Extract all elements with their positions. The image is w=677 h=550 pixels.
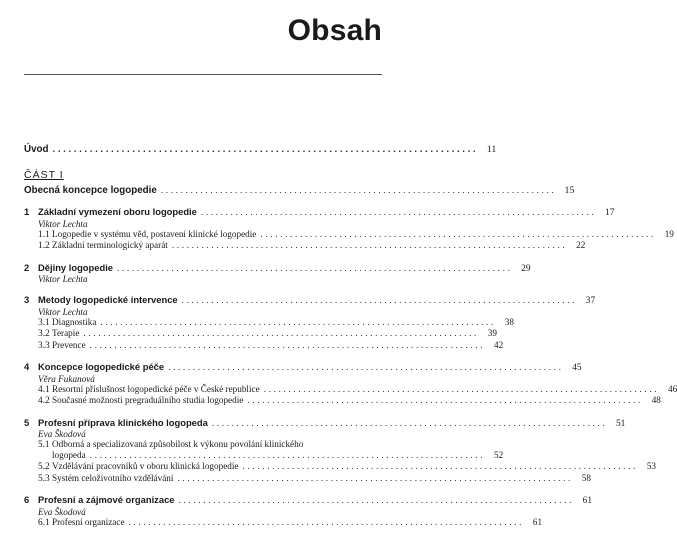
dot-leader: ................................................................................ [263, 384, 660, 395]
section-number: 6.1 [38, 517, 50, 528]
toc-entry-chapter[interactable] [24, 361, 582, 374]
toc-entry-chapter[interactable] [24, 206, 615, 219]
title-rule [24, 74, 382, 75]
section-title: Terapie [52, 328, 80, 338]
section-title: Profesní organizace [52, 516, 125, 527]
section-page: 22 [576, 240, 586, 250]
dot-leader: ................................................................................ [160, 185, 557, 196]
toc-entry-section[interactable] [24, 240, 586, 252]
section-title: Logopedie v systému věd, postavení klinické logopedie [52, 228, 257, 239]
chapter-number: 2 [24, 261, 30, 273]
toc-entry-intro[interactable] [24, 144, 497, 156]
chapter-page: 17 [605, 208, 615, 218]
toc-entry-section[interactable] [24, 461, 656, 473]
section-page: 42 [493, 339, 504, 350]
dot-leader: ................................................................................ [177, 473, 573, 484]
section-number: 3.3 [38, 340, 50, 351]
page-title: Obsah [287, 14, 382, 47]
chapter-author: Eva Škodová [38, 429, 86, 439]
chapter-title: Dějiny logopedie [38, 261, 114, 273]
toc-entry-part[interactable] [24, 184, 575, 197]
toc-entry-label: Úvod [24, 144, 49, 155]
toc-entry-section[interactable] [24, 339, 504, 352]
section-title: Diagnostika [52, 316, 97, 327]
dot-leader: ................................................................................ [247, 396, 643, 406]
chapter-page: 61 [582, 496, 593, 506]
section-number: 4.1 [38, 384, 50, 395]
table-of-contents [24, 144, 677, 528]
toc-entry-chapter[interactable] [24, 416, 626, 430]
toc-entry-section[interactable] [24, 472, 591, 485]
dot-leader: ................................................................................ [242, 462, 638, 472]
dot-leader: ................................................................................ [100, 317, 496, 328]
toc-entry-section[interactable] [24, 316, 514, 329]
section-title: Resortní příslušnost logopedické péče v České republice [52, 383, 260, 394]
chapter-list [24, 206, 677, 528]
dot-leader: ................................................................................ [83, 329, 479, 339]
chapter-author: Viktor Lechta [38, 306, 88, 317]
chapter-author: Viktor Lechta [38, 274, 88, 284]
chapter-title: Koncepce logopedické péče [38, 361, 165, 372]
toc-entry-page: 11 [486, 144, 497, 155]
chapter-title: Základní vymezení oboru logopedie [38, 206, 197, 217]
dot-leader: ................................................................................ [200, 208, 597, 218]
toc-entry-section[interactable] [24, 516, 543, 529]
section-page: 58 [581, 472, 591, 483]
section-page: 38 [504, 316, 514, 327]
toc-entry-chapter[interactable] [24, 261, 531, 275]
chapter-author: Věra Fukanová [38, 373, 95, 384]
dot-leader: ................................................................................ [89, 450, 486, 461]
chapter-title: Profesní příprava klinického logopeda [38, 416, 208, 428]
dot-leader: ................................................................................ [181, 296, 578, 306]
part-heading: ČÁST I [24, 168, 64, 181]
section-title: Vzdělávání pracovníků v oboru klinická logopedie [52, 461, 239, 471]
section-page: 46 [668, 383, 677, 394]
section-number: 1.1 [38, 229, 50, 240]
section-page: 39 [487, 328, 497, 338]
section-number: 1.2 [38, 241, 50, 251]
section-title: Systém celoživotního vzdělávání [52, 472, 174, 483]
toc-entry-section[interactable] [24, 383, 677, 396]
section-title-line2 [24, 449, 504, 462]
toc-entry-chapter[interactable] [24, 294, 596, 307]
section-number: 4.2 [38, 396, 50, 406]
dot-leader: ................................................................................ [128, 517, 525, 528]
toc-entry-page: 15 [564, 184, 575, 196]
section-title: logopeda [52, 449, 86, 460]
section-title: Prevence [52, 339, 86, 350]
section-number: 5.3 [38, 473, 50, 484]
section-page: 53 [646, 461, 656, 471]
section-title: Současné možnosti pregraduálního studia logopedie [52, 395, 244, 405]
chapter-page: 37 [585, 296, 596, 306]
dot-leader: ................................................................................ [260, 229, 656, 240]
dot-leader: ................................................................................ [171, 241, 568, 251]
dot-leader: ................................................................................ [89, 340, 486, 351]
toc-entry-section[interactable] [24, 439, 504, 461]
chapter-page: 51 [615, 418, 626, 429]
chapter-number: 1 [24, 206, 30, 217]
toc-entry-section[interactable] [24, 228, 674, 241]
chapter-number: 3 [24, 294, 30, 305]
section-page: 61 [532, 516, 543, 527]
dot-leader: ................................................................................ [178, 496, 575, 506]
section-page: 52 [494, 449, 504, 460]
section-number: 3.2 [38, 329, 50, 339]
section-page: 48 [651, 395, 661, 405]
dot-leader: ................................................................................ [211, 418, 608, 429]
chapter-author: Eva Škodová [38, 506, 86, 517]
chapter-number: 5 [24, 416, 30, 428]
chapter-author: Viktor Lechta [38, 218, 88, 229]
dot-leader: ................................................................................ [117, 263, 513, 274]
section-page: 19 [664, 228, 674, 239]
section-number: 3.1 [38, 317, 50, 328]
section-title: Základní terminologický aparát [52, 240, 168, 250]
chapter-number: 4 [24, 361, 30, 372]
section-number: 5.2 [38, 462, 50, 472]
section-title-line1 [24, 439, 378, 450]
toc-entry-section[interactable] [24, 395, 661, 407]
chapter-number: 6 [24, 494, 30, 505]
toc-entry-label: Obecná koncepce logopedie [24, 184, 157, 196]
chapter-title: Metody logopedické intervence [38, 294, 178, 305]
toc-entry-chapter[interactable] [24, 494, 593, 507]
dot-leader: ................................................................................ [52, 144, 479, 155]
chapter-title: Profesní a zájmové organizace [38, 494, 175, 505]
chapter-page: 45 [572, 363, 582, 373]
section-number: 5.1 [38, 439, 50, 449]
toc-entry-section[interactable] [24, 328, 497, 340]
chapter-page: 29 [521, 263, 531, 274]
section-title-part: Odborná a specializovaná způsobilost k výkonu povolání klinického [52, 439, 304, 449]
dot-leader: ................................................................................ [168, 363, 564, 373]
